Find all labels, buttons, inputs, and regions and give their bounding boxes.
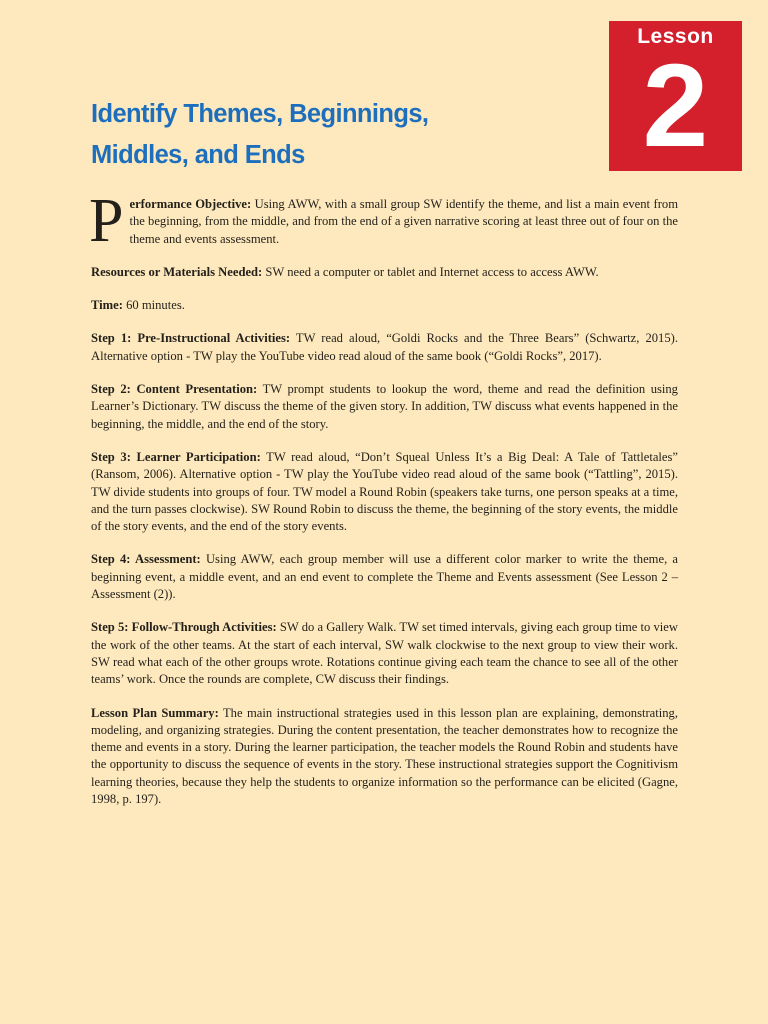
summary-text: The main instructional strategies used in this lesson plan are explaining, demonstrating, modeling, and organizing strategies. During the content presentation, the teacher demonstrates how to recognize the theme and events in a story. During the learner participation, the teacher models the Round Robin and students have the opportunity to discuss the sequence of events in the story. These instructional strategies support the Cognitivism learning theories, because they help the students to organize information so the performance can be elicited (Gagne, 1998, p. 197). — [91, 705, 678, 807]
summary-section — [91, 705, 678, 809]
lesson-number: 2 — [642, 40, 709, 172]
summary-label: Lesson Plan Summary: — [91, 705, 219, 720]
performance-objective-text: Using AWW, with a small group SW identify the theme, and list a main event from the beginning, from the middle, and from the end of a given narrative scoring at least three out of four on the theme and events assessment. — [129, 197, 679, 246]
resources-text: SW need a computer or tablet and Internet access to access AWW. — [262, 264, 599, 279]
step-5-text: SW do a Gallery Walk. TW set timed intervals, giving each group time to view the work of the other teams. At the start of each interval, SW walk clockwise to the next group to view their work. SW read what each of the other groups wrote. Rotations continue giving each team the chance to see all of the other teams’ work. Once the rounds are complete, CW discuss their findings. — [91, 620, 678, 687]
step-2-label: Step 2: Content Presentation: — [91, 382, 258, 397]
step-3-section — [91, 449, 678, 535]
lesson-content — [89, 187, 679, 824]
drop-cap: P — [89, 187, 124, 255]
resources-section — [91, 264, 678, 281]
resources-label: Resources or Materials Needed: — [91, 264, 263, 279]
page-title — [91, 94, 571, 176]
performance-objective — [89, 187, 679, 255]
time-section — [91, 297, 678, 314]
title-line-1: Identify Themes, Beginnings, — [91, 100, 429, 128]
step-5-section — [91, 619, 678, 688]
time-label: Time: — [91, 298, 123, 313]
step-5-label: Step 5: Follow-Through Activities: — [91, 620, 277, 635]
step-3-text: TW read aloud, “Don’t Squeal Unless It’s a Big Deal: A Tale of Tattletales” (Ransom, 2006). Alternative option - TW play the YouTube video read aloud of the same book (“Tattling”, 2015). TW divide students into groups of four. TW model a Round Robin (speakers take turns, one person speaks at a time, and the turn passes clockwise). SW Round Robin to discuss the theme, the beginning of the story events, the middle of the story events, and the end of the story events. — [91, 449, 678, 534]
step-3-label: Step 3: Learner Participation: — [91, 449, 261, 464]
step-2-section — [91, 381, 678, 433]
step-1-section — [91, 330, 678, 365]
step-1-text: TW read aloud, “Goldi Rocks and the Three Bears” (Schwartz, 2015). Alternative option - TW play the YouTube video read aloud of the same book (“Goldi Rocks”, 2017). — [91, 331, 678, 363]
step-4-text: Using AWW, each group member will use a different color marker to write the theme, a beginning event, a middle event, and an end event to complete the Theme and Events assessment (See Lesson 2 – Assessment (2)). — [91, 552, 678, 602]
lesson-label: Lesson — [637, 25, 714, 48]
performance-objective-label: erformance Objective: — [129, 197, 252, 211]
step-4-section — [91, 551, 678, 603]
lesson-badge — [609, 21, 742, 171]
step-4-label: Step 4: Assessment: — [91, 552, 201, 567]
title-line-2: Middles, and Ends — [91, 141, 305, 169]
time-text: 60 minutes. — [122, 298, 185, 313]
step-2-text: TW prompt students to lookup the word, theme and read the definition using Learner’s Dictionary. TW discuss the theme of the given story. In addition, TW discuss what events happened in the beginning, the middle, and the end of the story. — [91, 382, 678, 431]
step-1-label: Step 1: Pre-Instructional Activities: — [91, 331, 291, 346]
